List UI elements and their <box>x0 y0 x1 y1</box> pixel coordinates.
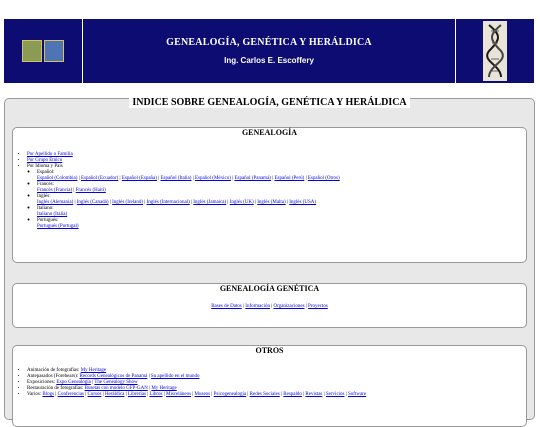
separator: | <box>90 380 95 385</box>
genetica-link[interactable]: Proyectos <box>308 304 328 309</box>
tree-emblem-icon <box>22 40 42 62</box>
separator: | <box>246 392 250 397</box>
language-label: ◦ Italiano: <box>37 206 54 211</box>
link-por-apellido[interactable]: Por Apellido o Familia <box>27 152 73 157</box>
otros-link[interactable]: My Heritage <box>80 368 107 373</box>
separator: | <box>156 176 161 181</box>
language-link[interactable]: Francés (Francia) <box>37 188 73 193</box>
genetica-links <box>13 304 526 309</box>
language-link[interactable]: Portugués (Portugal) <box>37 224 79 229</box>
language-link[interactable]: Francés (Haití) <box>75 188 106 193</box>
language-item <box>37 194 526 206</box>
otros-link[interactable]: My Heritage <box>151 386 177 391</box>
language-link[interactable]: Español (Panamá) <box>234 176 271 181</box>
separator: | <box>84 392 88 397</box>
separator: | <box>101 392 105 397</box>
dna-logo-area <box>455 19 534 83</box>
otros-link[interactable]: Servicios <box>325 392 345 397</box>
separator: | <box>73 200 77 205</box>
section-title-genetica: GENEALOGÍA GENÉTICA <box>219 284 320 293</box>
separator: | <box>304 304 309 309</box>
site-subtitle: Ing. Carlos E. Escoffery <box>224 56 314 65</box>
list-item <box>27 392 526 398</box>
section-title-genealogia: GENEALOGÍA <box>241 128 298 137</box>
otros-label: Exposiciones: <box>27 380 57 385</box>
separator: | <box>253 200 258 205</box>
separator: | <box>162 392 167 397</box>
language-label: ◦ Inglés: <box>37 194 51 199</box>
list-item <box>27 164 526 230</box>
separator: | <box>118 176 122 181</box>
separator: | <box>241 304 246 309</box>
language-link[interactable]: Italiano (Italia) <box>37 212 68 217</box>
separator: | <box>147 374 151 379</box>
otros-link[interactable]: Misceláneos <box>166 392 192 397</box>
language-link[interactable]: Español (Otros) <box>307 176 340 181</box>
language-link[interactable]: Inglés (UK) <box>229 200 254 205</box>
language-link[interactable]: Inglés (Internacional) <box>146 200 190 205</box>
separator: | <box>108 200 113 205</box>
header-logo-area <box>4 19 83 83</box>
otros-link[interactable]: Expo Genealogía <box>56 380 91 385</box>
language-link[interactable]: Español (México) <box>194 176 231 181</box>
language-link[interactable]: Inglés (USA) <box>289 200 317 205</box>
otros-link[interactable]: Redes Sociales <box>249 392 280 397</box>
otros-link[interactable]: Busetas con modelo GFP-GAN <box>84 386 148 391</box>
section-genetica <box>12 283 527 328</box>
index-title: INDICE SOBRE GENEALOGÍA, GENÉTICA Y HERÁLDICA <box>129 97 409 108</box>
otros-link[interactable]: Psicogenealogía <box>213 392 247 397</box>
separator: | <box>344 392 349 397</box>
separator: | <box>301 392 306 397</box>
separator: | <box>72 188 76 193</box>
language-link[interactable]: Español (Perú) <box>274 176 305 181</box>
separator: | <box>147 386 152 391</box>
separator: | <box>210 392 214 397</box>
separator: | <box>270 304 274 309</box>
language-list <box>27 170 526 230</box>
site-header <box>4 19 534 83</box>
label-por-idioma: Por Idioma y País <box>27 164 63 169</box>
separator: | <box>191 176 195 181</box>
link-por-grupo[interactable]: Por Grupo Étnico <box>27 158 63 163</box>
otros-link[interactable]: Museos <box>194 392 211 397</box>
language-item <box>37 170 526 182</box>
otros-link[interactable]: Conferencias <box>57 392 84 397</box>
otros-label: Restauración de fotografías: <box>27 386 85 391</box>
genetica-link[interactable]: Información <box>245 304 270 309</box>
language-link[interactable]: Inglés (Ireland) <box>112 200 144 205</box>
separator: | <box>322 392 326 397</box>
language-link[interactable]: Español (Italia) <box>160 176 192 181</box>
separator: | <box>279 392 284 397</box>
language-label: ◦ Francés: <box>37 182 54 187</box>
language-link[interactable]: Español (España) <box>121 176 157 181</box>
separator: | <box>191 392 195 397</box>
separator: | <box>124 392 128 397</box>
site-title: GENEALOGÍA, GENÉTICA Y HERÁLDICA <box>166 37 372 48</box>
separator: | <box>230 176 235 181</box>
language-link[interactable]: Inglés (Alemania) <box>37 200 74 205</box>
language-item <box>37 206 526 218</box>
separator: | <box>145 392 150 397</box>
separator: | <box>270 176 275 181</box>
language-label: ◦ Español: <box>37 170 55 175</box>
separator: | <box>77 176 81 181</box>
otros-link[interactable]: Software <box>348 392 367 397</box>
language-item <box>37 218 526 230</box>
separator: | <box>285 200 290 205</box>
separator: | <box>189 200 194 205</box>
otros-link[interactable]: Heráldica <box>104 392 125 397</box>
language-item <box>37 182 526 194</box>
section-otros <box>12 345 527 427</box>
section-genealogia <box>12 127 527 263</box>
separator: | <box>226 200 230 205</box>
language-links <box>37 224 526 230</box>
separator: | <box>54 392 58 397</box>
otros-link[interactable]: Records Genealógicos de Panamá <box>79 374 148 379</box>
separator: | <box>143 200 147 205</box>
otros-link[interactable]: Su apellido en el mundo <box>150 374 200 379</box>
otros-link[interactable]: The Genealogy Show <box>94 380 138 385</box>
section-title-otros: OTROS <box>255 346 284 355</box>
genetica-link[interactable]: Bases de Datos <box>211 304 242 309</box>
index-panel <box>4 98 535 420</box>
otros-link[interactable]: Cursos <box>87 392 102 397</box>
language-label: ◦ Portugués: <box>37 218 59 223</box>
separator: | <box>304 176 308 181</box>
genealogia-list <box>13 152 526 230</box>
language-link[interactable]: Inglés (Jamaica) <box>193 200 227 205</box>
otros-label: Animación de fotografías: <box>27 368 81 373</box>
otros-link[interactable]: Revistas <box>305 392 323 397</box>
language-link[interactable]: Inglés (Canadá) <box>76 200 109 205</box>
otros-link[interactable]: Libros <box>149 392 163 397</box>
language-link[interactable]: Español (Ecuador) <box>80 176 119 181</box>
otros-link[interactable]: Respaldo <box>283 392 302 397</box>
otros-list <box>13 368 526 398</box>
otros-link[interactable]: Blogs <box>42 392 55 397</box>
otros-link[interactable]: Librerías <box>127 392 146 397</box>
language-link[interactable]: Español (Colombia) <box>37 176 78 181</box>
otros-label: Varios: <box>27 392 43 397</box>
shield-emblem-icon <box>44 40 64 62</box>
language-link[interactable]: Inglés (Malta) <box>257 200 286 205</box>
otros-label: Antepasados (Forebears): <box>27 374 80 379</box>
genetica-link[interactable]: Organizaciones <box>273 304 305 309</box>
dna-icon <box>483 21 507 81</box>
